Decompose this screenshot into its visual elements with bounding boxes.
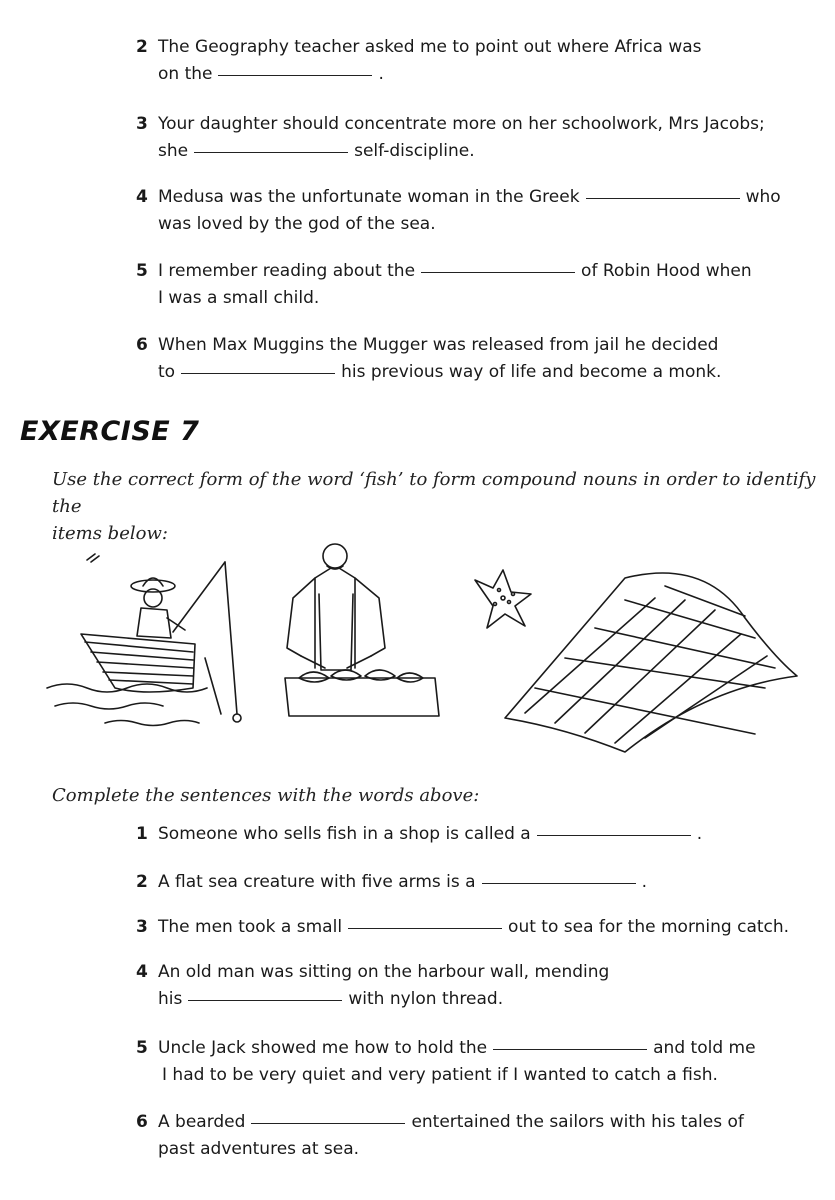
exercise-7-item-1: [136, 821, 816, 848]
item-number: 6: [136, 335, 148, 355]
exercise-7-item-4: [136, 959, 816, 1013]
item-line-1: Uncle Jack showed me how to hold the and told me: [158, 1038, 756, 1058]
item-line-2: his with nylon thread.: [158, 989, 504, 1009]
item-line-1: When Max Muggins the Mugger was released from jail he decided: [158, 335, 719, 355]
item-number: 4: [136, 187, 148, 207]
item-number: 2: [136, 37, 148, 57]
answer-blank[interactable]: [188, 1000, 342, 1001]
item-line-2: on the .: [158, 64, 384, 84]
item-line-2: to his previous way of life and become a monk.: [158, 362, 722, 382]
answer-blank[interactable]: [482, 883, 636, 884]
answer-blank[interactable]: [586, 198, 740, 199]
item-number: 5: [136, 1038, 148, 1058]
answer-blank[interactable]: [348, 928, 502, 929]
answer-blank[interactable]: [537, 835, 691, 836]
complete-instruction: Complete the sentences with the words above:: [52, 785, 480, 806]
item-line-1: The Geography teacher asked me to point out where Africa was: [158, 37, 702, 57]
item-number: 6: [136, 1112, 148, 1132]
exercise-7-item-5: [136, 1035, 816, 1089]
item-line-1: I remember reading about the of Robin Hood when: [158, 261, 752, 281]
item-line-1: An old man was sitting on the harbour wall, mending: [158, 962, 610, 982]
item-line-2: past adventures at sea.: [158, 1139, 360, 1159]
answer-blank[interactable]: [181, 373, 335, 374]
exercise-6-item-5: [136, 258, 816, 312]
item-line-1: A bearded entertained the sailors with his tales of: [158, 1112, 744, 1132]
item-number: 3: [136, 114, 148, 134]
instruction-line-1: Use the correct form of the word ‘fish’ to form compound nouns in order to identify the: [52, 469, 816, 517]
answer-blank[interactable]: [421, 272, 575, 273]
exercise-6-item-3: [136, 111, 816, 165]
exercise-title: EXERCISE 7: [20, 416, 200, 447]
item-number: 4: [136, 962, 148, 982]
exercise-instruction: [52, 466, 832, 547]
item-line-2: was loved by the god of the sea.: [158, 214, 436, 234]
exercise-6-item-2: [136, 34, 816, 88]
answer-blank[interactable]: [194, 152, 348, 153]
item-line-1: Your daughter should concentrate more on her schoolwork, Mrs Jacobs;: [158, 114, 765, 134]
item-line-1: The men took a small out to sea for the morning catch.: [158, 917, 790, 937]
exercise-6-item-6: [136, 332, 816, 386]
item-line-1: Someone who sells fish in a shop is called a .: [158, 824, 703, 844]
item-number: 2: [136, 872, 148, 892]
item-line-2: I was a small child.: [158, 288, 320, 308]
item-line-1: Medusa was the unfortunate woman in the Greek who: [158, 187, 781, 207]
answer-blank[interactable]: [218, 75, 372, 76]
item-number: 1: [136, 824, 148, 844]
exercise-7-item-6: [136, 1109, 816, 1163]
instruction-line-2: items below:: [52, 523, 168, 544]
fishing-net-icon: [505, 573, 797, 752]
item-line-2: I had to be very quiet and very patient if I wanted to catch a fish.: [162, 1065, 718, 1085]
item-line-1: A flat sea creature with five arms is a .: [158, 872, 647, 892]
fishmonger-icon: [285, 544, 439, 716]
item-line-2: she self-discipline.: [158, 141, 475, 161]
answer-blank[interactable]: [251, 1123, 405, 1124]
starfish-icon: [475, 570, 531, 628]
item-number: 3: [136, 917, 148, 937]
exercise-7-item-2: [136, 869, 816, 896]
item-number: 5: [136, 261, 148, 281]
exercise-7-item-3: [136, 914, 816, 941]
fishing-illustrations: [45, 538, 805, 756]
fishing-boat-icon: [47, 554, 241, 726]
exercise-6-item-4: [136, 184, 816, 238]
answer-blank[interactable]: [493, 1049, 647, 1050]
